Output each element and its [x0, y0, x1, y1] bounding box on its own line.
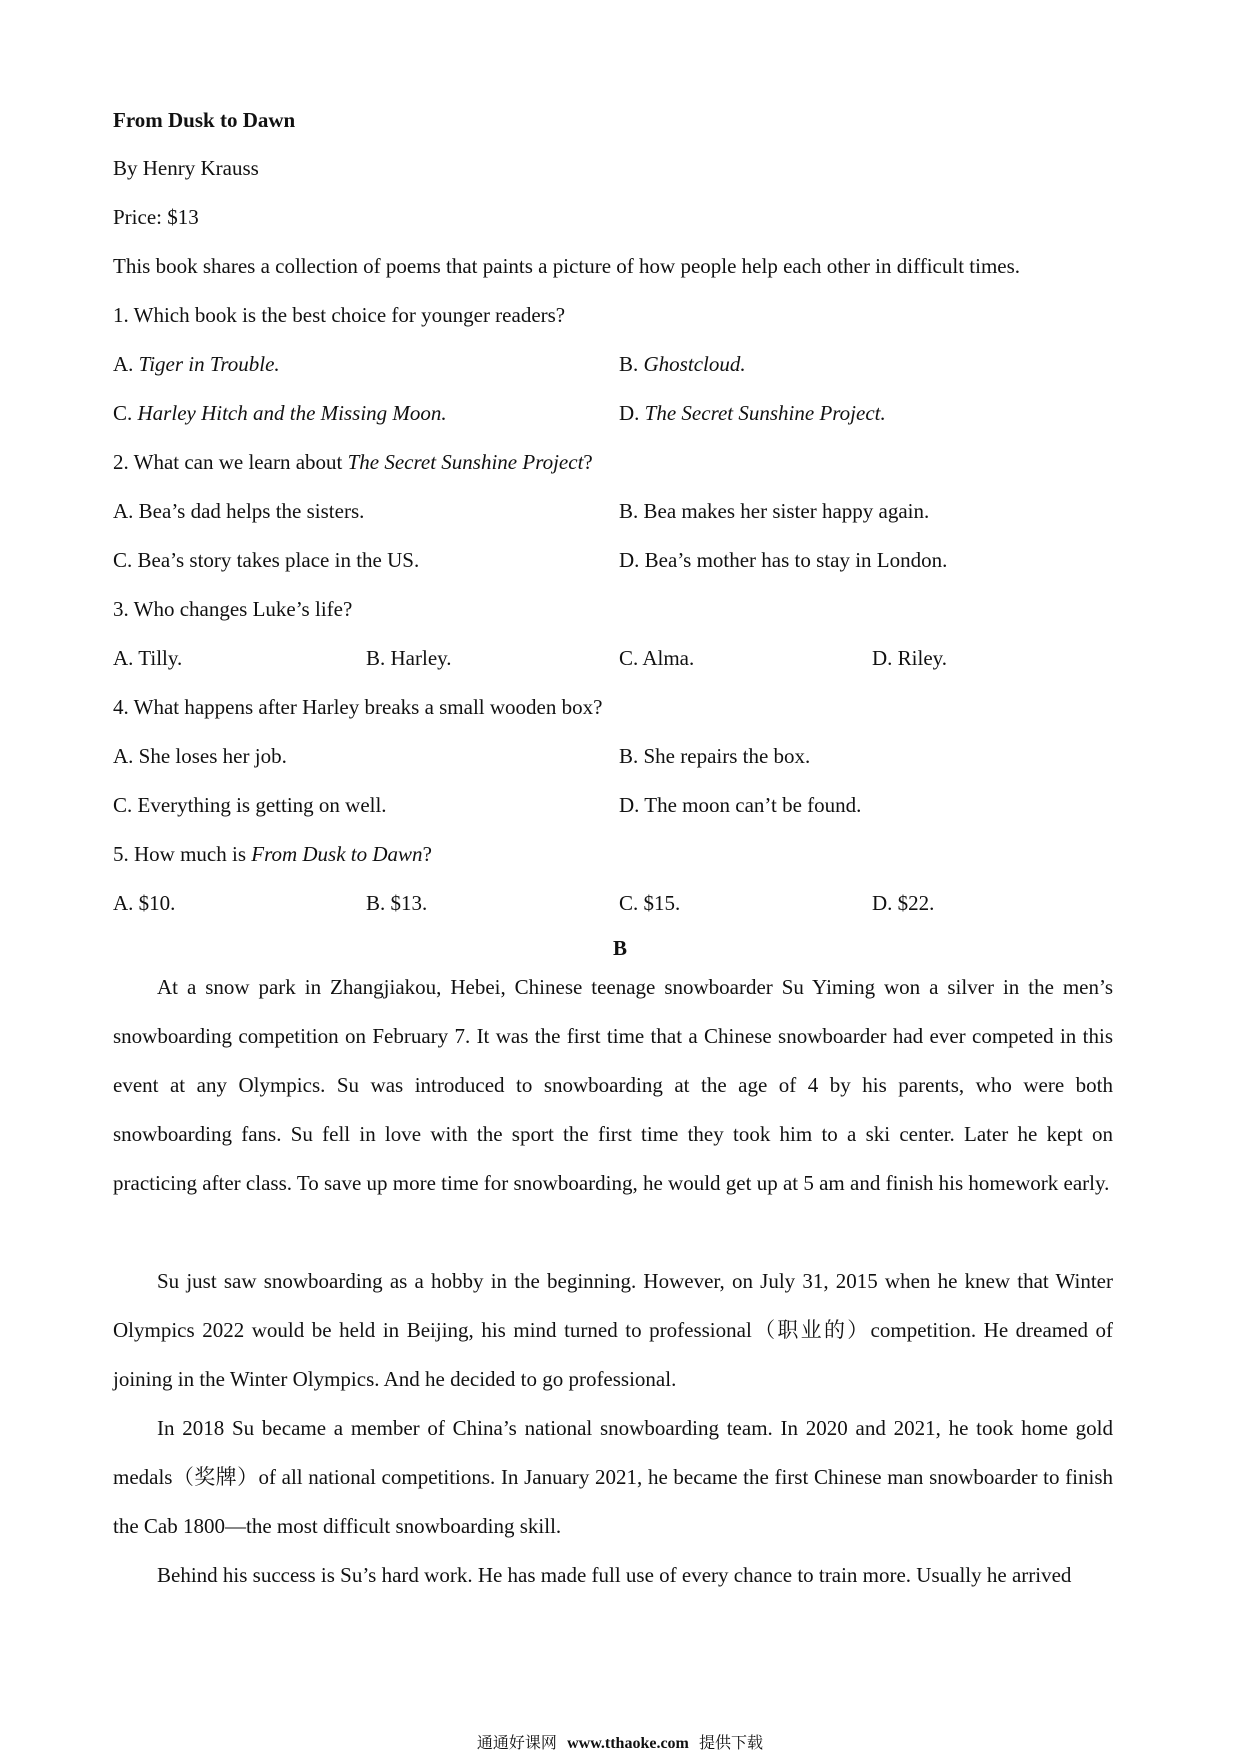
question-5-option-c: C. $15. [619, 891, 681, 915]
question-3-option-a: A. Tilly. [113, 646, 183, 670]
section-b-paragraph-2: Su just saw snowboarding as a hobby in the beginning. However, on July 31, 2015 when he knew that Winter Olympics 2022 would be held in Beijing, his mind turned to professional（职业的）competition. He dreamed of joining in the Winter Olympics. And he decided to go professional. [113, 1269, 1113, 1391]
footer-url: www.tthaoke.com [567, 1735, 689, 1752]
question-4-option-b: B. She repairs the box. [619, 744, 811, 768]
question-1-stem: 1. Which book is the best choice for younger readers? [113, 303, 566, 327]
question-4-option-a: A. She loses her job. [113, 744, 287, 768]
question-3-option-c: C. Alma. [619, 646, 695, 670]
question-5-option-b: B. $13. [366, 891, 428, 915]
book-title: From Dusk to Dawn [113, 108, 296, 132]
question-1-option-d: D. The Secret Sunshine Project. [619, 401, 886, 425]
book-price: Price: $13 [113, 205, 199, 229]
question-3-stem: 3. Who changes Luke’s life? [113, 597, 353, 621]
question-5-option-a: A. $10. [113, 891, 176, 915]
section-b-paragraph-3: In 2018 Su became a member of China’s national snowboarding team. In 2020 and 2021, he took home gold medals（奖牌）of all national competitions. In January 2021, he became the first Chinese man snowboarder to finish the Cab 1800—the most difficult snowboarding skill. [113, 1416, 1113, 1538]
question-4-stem: 4. What happens after Harley breaks a small wooden box? [113, 695, 603, 719]
question-2-stem: 2. What can we learn about The Secret Sunshine Project? [113, 450, 593, 474]
page-footer [0, 1730, 1240, 1753]
footer-site-name: 通通好课网 [476, 1733, 557, 1752]
question-3-option-b: B. Harley. [366, 646, 452, 670]
book-description: This book shares a collection of poems that paints a picture of how people help each other in difficult times. [113, 254, 1021, 278]
question-4-option-d: D. The moon can’t be found. [619, 793, 862, 817]
section-b-paragraph-1: At a snow park in Zhangjiakou, Hebei, Chinese teenage snowboarder Su Yiming won a silver in the men’s snowboarding competition on February 7. It was the first time that a Chinese snowboarder had ever competed in this event at any Olympics. Su was introduced to snowboarding at the age of 4 by his parents, who were both snowboarding fans. Su fell in love with the sport the first time they took him to a ski center. Later he kept on practicing after class. To save up more time for snowboarding, he would get up at 5 am and finish his homework early. [113, 975, 1113, 1195]
question-3-option-d: D. Riley. [872, 646, 948, 670]
question-2-option-a: A. Bea’s dad helps the sisters. [113, 499, 365, 523]
question-2-option-b: B. Bea makes her sister happy again. [619, 499, 930, 523]
question-2-option-c: C. Bea’s story takes place in the US. [113, 548, 420, 572]
question-5-option-d: D. $22. [872, 891, 935, 915]
section-b-title: B [612, 936, 627, 960]
question-1-option-b: B. Ghostcloud. [619, 352, 746, 376]
book-author: By Henry Krauss [113, 156, 259, 180]
section-b-paragraph-4: Behind his success is Su’s hard work. He has made full use of every chance to train more. Usually he arrived [157, 1563, 1072, 1587]
question-1-option-a: A. Tiger in Trouble. [113, 352, 280, 376]
question-4-option-c: C. Everything is getting on well. [113, 793, 387, 817]
question-1-option-c: C. Harley Hitch and the Missing Moon. [113, 401, 447, 425]
question-5-stem: 5. How much is From Dusk to Dawn? [113, 842, 432, 866]
footer-download-note: 提供下载 [699, 1733, 764, 1752]
question-2-option-d: D. Bea’s mother has to stay in London. [619, 548, 948, 572]
